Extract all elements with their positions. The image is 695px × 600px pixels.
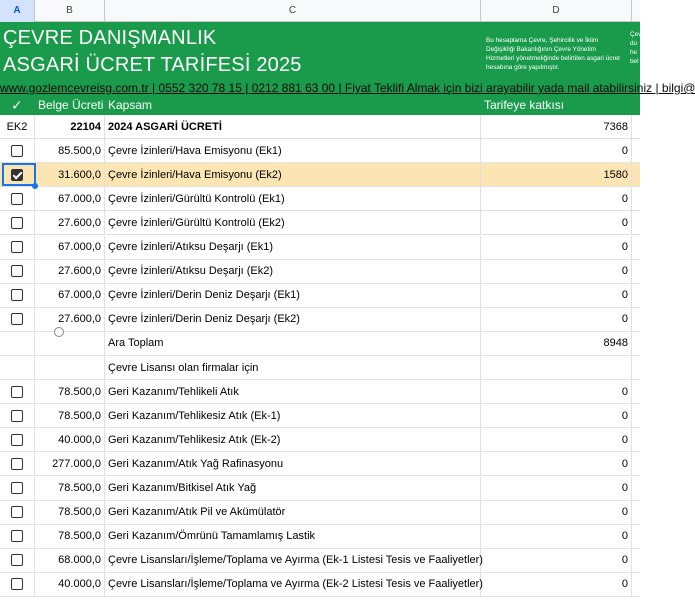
cell-tarifeye-katkisi[interactable]: 0 <box>481 549 632 572</box>
cell-kapsam[interactable]: Çevre İzinleri/Gürültü Kontrolü (Ek2) <box>105 211 481 234</box>
cell-kapsam[interactable]: Ara Toplam <box>105 332 481 355</box>
table-row <box>0 284 640 308</box>
table-header-row <box>0 96 640 115</box>
cell-belge-ucreti[interactable]: 68.000,0 <box>35 549 105 572</box>
cell-e[interactable] <box>632 163 640 186</box>
cell-e[interactable] <box>632 236 640 259</box>
cell-e[interactable] <box>632 525 640 548</box>
checkbox[interactable] <box>11 434 23 446</box>
cell-a[interactable] <box>0 308 35 331</box>
column-header-bar <box>0 0 640 22</box>
cell-tarifeye-katkisi[interactable]: 0 <box>481 284 632 307</box>
cell-a[interactable] <box>0 284 35 307</box>
table-row <box>0 356 640 380</box>
table-row <box>0 187 640 211</box>
cell-belge-ucreti[interactable]: 67.000,0 <box>35 284 105 307</box>
cell-tarifeye-katkisi[interactable]: 0 <box>481 501 632 524</box>
cell-tarifeye-katkisi[interactable]: 0 <box>481 477 632 500</box>
cell-tarifeye-katkisi[interactable]: 7368 <box>481 115 632 138</box>
cell-kapsam[interactable]: Çevre İzinleri/Derin Deniz Deşarjı (Ek1) <box>105 284 481 307</box>
cell-e[interactable] <box>632 260 640 283</box>
cell-e[interactable] <box>632 284 640 307</box>
cell-belge-ucreti[interactable]: 27.600,0 <box>35 260 105 283</box>
cell-kapsam[interactable]: Geri Kazanım/Tehlikesiz Atık (Ek-2) <box>105 428 481 451</box>
cell-kapsam[interactable]: Geri Kazanım/Tehlikesiz Atık (Ek-1) <box>105 404 481 427</box>
column-header-b[interactable]: B <box>35 0 105 22</box>
cell-belge-ucreti[interactable]: 277.000,0 <box>35 452 105 475</box>
cell-e[interactable] <box>632 380 640 403</box>
cell-tarifeye-katkisi[interactable]: 0 <box>481 260 632 283</box>
cell-e[interactable] <box>632 187 640 210</box>
cell-belge-ucreti[interactable]: 78.500,0 <box>35 477 105 500</box>
cell-e[interactable] <box>632 211 640 234</box>
cell-a[interactable] <box>0 139 35 162</box>
table-row <box>0 139 640 163</box>
cell-kapsam[interactable]: Geri Kazanım/Atık Pil ve Akümülatör <box>105 501 481 524</box>
cell-belge-ucreti[interactable]: 78.500,0 <box>35 501 105 524</box>
cell-kapsam[interactable]: 2024 ASGARİ ÜCRETİ <box>105 115 481 138</box>
table-row <box>0 236 640 260</box>
cell-e[interactable] <box>632 404 640 427</box>
cell-tarifeye-katkisi[interactable]: 0 <box>481 573 632 596</box>
cell-a[interactable] <box>0 356 35 379</box>
checkbox[interactable] <box>11 241 23 253</box>
cell-belge-ucreti[interactable]: 67.000,0 <box>35 187 105 210</box>
cell-belge-ucreti[interactable]: 78.500,0 <box>35 380 105 403</box>
info-note: Bu hesaplama Çevre, Şehircilik ve İklim Değişikliği Bakanlığının Çevre Yönetim Hizmetleri yönetmeliğinde belirtilen asgari ücret hesabına göre yapılmıştır. <box>486 37 620 71</box>
table-row <box>0 573 640 597</box>
table-row <box>0 332 640 356</box>
cell-tarifeye-katkisi[interactable]: 1580 <box>481 163 632 186</box>
checkbox[interactable] <box>11 193 23 205</box>
header-belge-ucreti: Belge Ücreti <box>38 98 104 112</box>
checkbox[interactable] <box>11 506 23 518</box>
cell-kapsam[interactable]: Çevre İzinleri/Gürültü Kontrolü (Ek1) <box>105 187 481 210</box>
cell-belge-ucreti[interactable] <box>35 332 105 355</box>
column-header-c[interactable]: C <box>105 0 481 22</box>
cell-e[interactable] <box>632 428 640 451</box>
cell-kapsam[interactable]: Çevre Lisansı olan firmalar için <box>105 356 481 379</box>
cell-tarifeye-katkisi[interactable]: 0 <box>481 428 632 451</box>
cell-e[interactable] <box>632 452 640 475</box>
cell-kapsam[interactable]: Çevre İzinleri/Derin Deniz Deşarjı (Ek2) <box>105 308 481 331</box>
cell-e[interactable] <box>632 573 640 596</box>
cell-belge-ucreti[interactable] <box>35 356 105 379</box>
company-title: ÇEVRE DANIŞMANLIK <box>3 27 217 49</box>
checkbox[interactable] <box>11 410 23 422</box>
cell-tarifeye-katkisi[interactable] <box>481 356 632 379</box>
cell-e[interactable] <box>632 332 640 355</box>
cell-a[interactable] <box>0 525 35 548</box>
cell-tarifeye-katkisi[interactable]: 0 <box>481 236 632 259</box>
checkbox[interactable] <box>11 289 23 301</box>
cell-a[interactable] <box>0 236 35 259</box>
header-kapsam: Kapsam <box>108 98 153 112</box>
cell-belge-ucreti[interactable]: 40.000,0 <box>35 573 105 596</box>
column-header-e[interactable] <box>632 0 640 22</box>
table-row <box>0 308 640 332</box>
table-row <box>0 477 640 501</box>
cell-a[interactable] <box>0 211 35 234</box>
cell-kapsam[interactable]: Çevre İzinleri/Hava Emisyonu (Ek2) <box>105 163 481 186</box>
cell-a[interactable] <box>0 573 35 596</box>
cell-e[interactable] <box>632 501 640 524</box>
cell-a[interactable] <box>0 501 35 524</box>
fill-handle[interactable] <box>32 183 38 189</box>
contact-link-row <box>0 80 695 96</box>
cell-tarifeye-katkisi[interactable]: 0 <box>481 404 632 427</box>
cell-a[interactable] <box>0 260 35 283</box>
table-row <box>0 115 640 139</box>
cell-belge-ucreti[interactable]: 27.600,0 <box>35 211 105 234</box>
info-note-truncated: Çevre du he bel <box>630 31 648 65</box>
cell-belge-ucreti[interactable]: 31.600,0 <box>35 163 105 186</box>
cell-belge-ucreti[interactable]: 27.600,0 <box>35 308 105 331</box>
checkbox[interactable] <box>11 458 23 470</box>
cell-a[interactable]: EK2 <box>0 115 35 138</box>
cell-a[interactable] <box>0 452 35 475</box>
checkbox[interactable] <box>11 554 23 566</box>
cell-a[interactable] <box>0 549 35 572</box>
cell-tarifeye-katkisi[interactable]: 0 <box>481 525 632 548</box>
cell-e[interactable] <box>632 549 640 572</box>
column-header-a[interactable]: A <box>0 0 35 22</box>
table-row <box>0 163 640 187</box>
table-row <box>0 501 640 525</box>
table-row <box>0 211 640 235</box>
cell-a[interactable] <box>0 428 35 451</box>
checkbox[interactable] <box>11 482 23 494</box>
cell-e[interactable] <box>632 139 640 162</box>
tariff-title: ASGARİ ÜCRET TARİFESİ 2025 <box>3 54 302 76</box>
cell-a[interactable] <box>0 477 35 500</box>
cell-tarifeye-katkisi[interactable]: 0 <box>481 308 632 331</box>
cell-e[interactable] <box>632 356 640 379</box>
cell-tarifeye-katkisi[interactable]: 0 <box>481 452 632 475</box>
title-banner <box>0 22 648 80</box>
cell-kapsam[interactable]: Çevre İzinleri/Atıksu Deşarjı (Ek1) <box>105 236 481 259</box>
cell-kapsam[interactable]: Geri Kazanım/Bitkisel Atık Yağ <box>105 477 481 500</box>
cell-e[interactable] <box>632 477 640 500</box>
cell-a[interactable] <box>0 332 35 355</box>
cell-kapsam[interactable]: Çevre Lisansları/İşleme/Toplama ve Ayırma (Ek-1 Listesi Tesis ve Faaliyetler) <box>105 549 481 572</box>
checkbox[interactable] <box>11 386 23 398</box>
table-row <box>0 525 640 549</box>
cell-kapsam[interactable]: Geri Kazanım/Atık Yağ Rafinasyonu <box>105 452 481 475</box>
cell-kapsam[interactable]: Geri Kazanım/Tehlikeli Atık <box>105 380 481 403</box>
cell-a[interactable] <box>0 404 35 427</box>
cell-belge-ucreti[interactable]: 22104 <box>35 115 105 138</box>
checkbox[interactable] <box>11 530 23 542</box>
cell-e[interactable] <box>632 115 640 138</box>
checkbox[interactable] <box>11 217 23 229</box>
cell-belge-ucreti[interactable]: 78.500,0 <box>35 525 105 548</box>
column-header-d[interactable]: D <box>481 0 632 22</box>
check-mark-icon: ✓ <box>11 97 23 113</box>
cell-tarifeye-katkisi[interactable]: 0 <box>481 380 632 403</box>
cell-tarifeye-katkisi[interactable]: 0 <box>481 139 632 162</box>
checkbox[interactable] <box>11 265 23 277</box>
cell-a[interactable] <box>0 187 35 210</box>
table-row <box>0 380 640 404</box>
active-cell-selection <box>2 163 36 186</box>
cell-tarifeye-katkisi[interactable]: 0 <box>481 211 632 234</box>
table-row <box>0 452 640 476</box>
checkbox[interactable] <box>11 313 23 325</box>
cell-tarifeye-katkisi[interactable]: 8948 <box>481 332 632 355</box>
cell-kapsam[interactable]: Çevre Lisansları/İşleme/Toplama ve Ayırma (Ek-2 Listesi Tesis ve Faaliyetler) <box>105 573 481 596</box>
cell-belge-ucreti[interactable]: 40.000,0 <box>35 428 105 451</box>
cell-tarifeye-katkisi[interactable]: 0 <box>481 187 632 210</box>
table-row <box>0 404 640 428</box>
header-tarifeye-katkisi: Tarifeye katkısı <box>484 98 565 112</box>
cell-belge-ucreti[interactable]: 85.500,0 <box>35 139 105 162</box>
cell-a[interactable] <box>0 380 35 403</box>
checkbox[interactable] <box>11 145 23 157</box>
table-row <box>0 428 640 452</box>
cell-kapsam[interactable]: Çevre İzinleri/Atıksu Deşarjı (Ek2) <box>105 260 481 283</box>
cell-e[interactable] <box>632 308 640 331</box>
cell-belge-ucreti[interactable]: 78.500,0 <box>35 404 105 427</box>
checkbox[interactable] <box>11 578 23 590</box>
mouse-cursor-icon <box>54 327 64 337</box>
cell-belge-ucreti[interactable]: 67.000,0 <box>35 236 105 259</box>
contact-link[interactable]: www.gozlemcevreisg.com.tr | 0552 320 78 15 | 0212 881 63 00 | Fiyat Teklifi Almak için bizi arayabilir yada mail atabilirsiniz | bilgi@ <box>0 81 695 95</box>
table-row <box>0 260 640 284</box>
table-row <box>0 549 640 573</box>
cell-kapsam[interactable]: Çevre İzinleri/Hava Emisyonu (Ek1) <box>105 139 481 162</box>
cell-kapsam[interactable]: Geri Kazanım/Ömrünü Tamamlamış Lastik <box>105 525 481 548</box>
